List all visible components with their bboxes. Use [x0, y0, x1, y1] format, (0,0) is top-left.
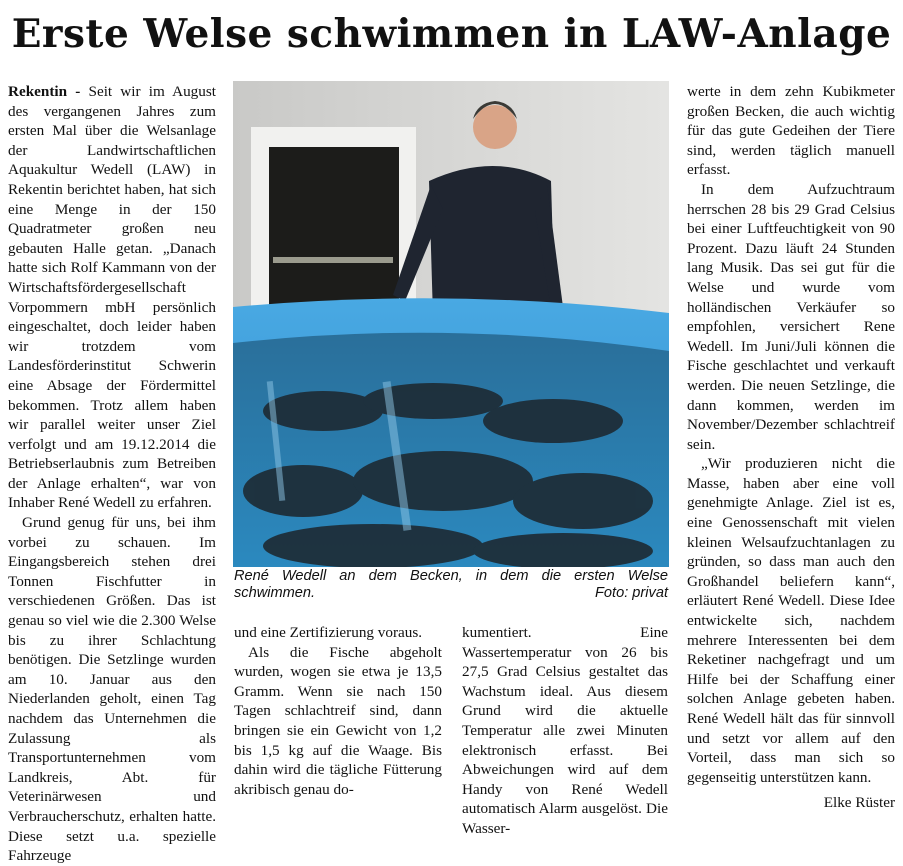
paragraph-text: Seit wir im August des vergangenen Jahres zum ersten Mal über die Welsanlage der Landwirtschaftlichen Aquakultur Wedell (LAW) in Rekentin berichtet haben, hat sich eine Menge in der 150 Quadratmeter großen neu gebauten Halle getan. „Danach hatte sich Rolf Kammann von der Wirtschaftsfördergesellschaft Vorpommern mbH persönlich eingeschaltet, doch leider haben wir trotzdem vom Landesförderinstitut Schwerin eine Absage der Fördermittel bekommen. Trotz allem haben wir parallel weiter unser Ziel verfolgt und am 19.12.2014 die Betriebserlaubnis zum Betreiben der Anlage erhalten“, war von Inhaber René Wedell zu erfahren.: [8, 83, 216, 512]
article-column-2: [234, 623, 442, 799]
article-column-3: [462, 623, 668, 839]
fish-swarm: [243, 383, 653, 567]
dateline: Rekentin -: [8, 83, 81, 100]
paragraph: und eine Zertifizierung voraus.: [234, 624, 423, 641]
article-photo: [233, 81, 669, 567]
paragraph: In dem Aufzuchtraum herrschen 28 bis 29 Grad Celsius bei einer Luftfeuchtigkeit von 90 Prozent. Dazu läuft 24 Stunden lang Musik. Das sei gut für die Welse und wurde vom holländischen Verkäufer so empfohlen, versichert Rene Wedell. Im Juni/Juli können die Fische geschlachtet und verkauft werden. Die neuen Setzlinge, die dann kommen, werden im November/Dezember schlachtreif sein.: [687, 180, 895, 453]
author-byline: Elke Rüster: [823, 794, 895, 812]
article-column-4: [687, 82, 895, 813]
paragraph: werte in dem zehn Kubikmeter großen Becken, die auch wichtig für das gute Gedeihen der Tiere sind, werden täglich manuell erfasst.: [687, 83, 895, 179]
doorway: [269, 147, 399, 317]
article-column-1: [8, 82, 216, 866]
paragraph: „Wir produzieren nicht die Masse, haben aber eine voll genehmigte Anlage. Ziel ist es, eine Genossenschaft mit vielen kleinen Welsaufzuchtanlagen zu gründen, so dass man auch den Großhandel beliefern kann“, erläutert René Wedell. Diese Idee entwickelte sich, nachdem mehrere Interessenten bei dem Reketiner nachgefragt und um Hilfe bei der Schaffung einer solchen Anlage gebeten haben. René Wedell hält das für sinnvoll und setzt vor allem auf den Vorteil, dass man sich so gegenseitig unterstützen kann.: [687, 455, 895, 786]
person-head: [473, 105, 517, 149]
paragraph: kumentiert. Eine Wassertemperatur von 26 bis 27,5 Grad Celsius gestaltet das Wachstum ideal. Aus diesem Grund wird die aktuelle Temperatur alle zwei Minuten elektronisch erfasst. Bei Abweichungen wird auf dem Handy von René Wedell automatisch Alarm ausgelöst. Die Wasser-: [462, 624, 668, 837]
photo-credit: Foto: privat: [595, 585, 668, 601]
paragraph: [8, 82, 216, 513]
headline: Erste Welse schwimmen in LAW-Anlage: [11, 11, 892, 57]
person-sweater: [429, 166, 555, 317]
photo-illustration: [233, 81, 669, 567]
photo-caption: [234, 568, 668, 602]
caption-text: René Wedell an dem Becken, in dem die ersten Welse schwimmen.: [234, 568, 668, 601]
paragraph: Als die Fische abgeholt wurden, wogen sie etwa je 13,5 Gramm. Wenn sie nach 150 Tagen schlachtreif sind, dann bringen sie ein Gewicht von 1,2 bis 1,5 kg auf die Waage. Bis dahin wird die tägliche Fütterung akribisch genau do-: [234, 643, 442, 798]
paragraph: Grund genug für uns, bei ihm vorbei zu schauen. Im Eingangsbereich stehen drei Tonnen Fischfutter in verschiedenen Größen. Das ist genau so viel wie die 2.300 Welse bis zu ihrer Schlachtung benötigen. Die Setzlinge wurden am 10. Januar aus den Niederlanden geholt, einen Tag nachdem das Unternehmen die Zulassung als Transportunternehmen vom Landkreis, Abt. für Veterinärwesen und Verbraucherschutz, erhalten hatte. Diese setzt u.a. spezielle Fahrzeuge: [8, 514, 216, 865]
inner-tank-rim: [273, 257, 393, 263]
